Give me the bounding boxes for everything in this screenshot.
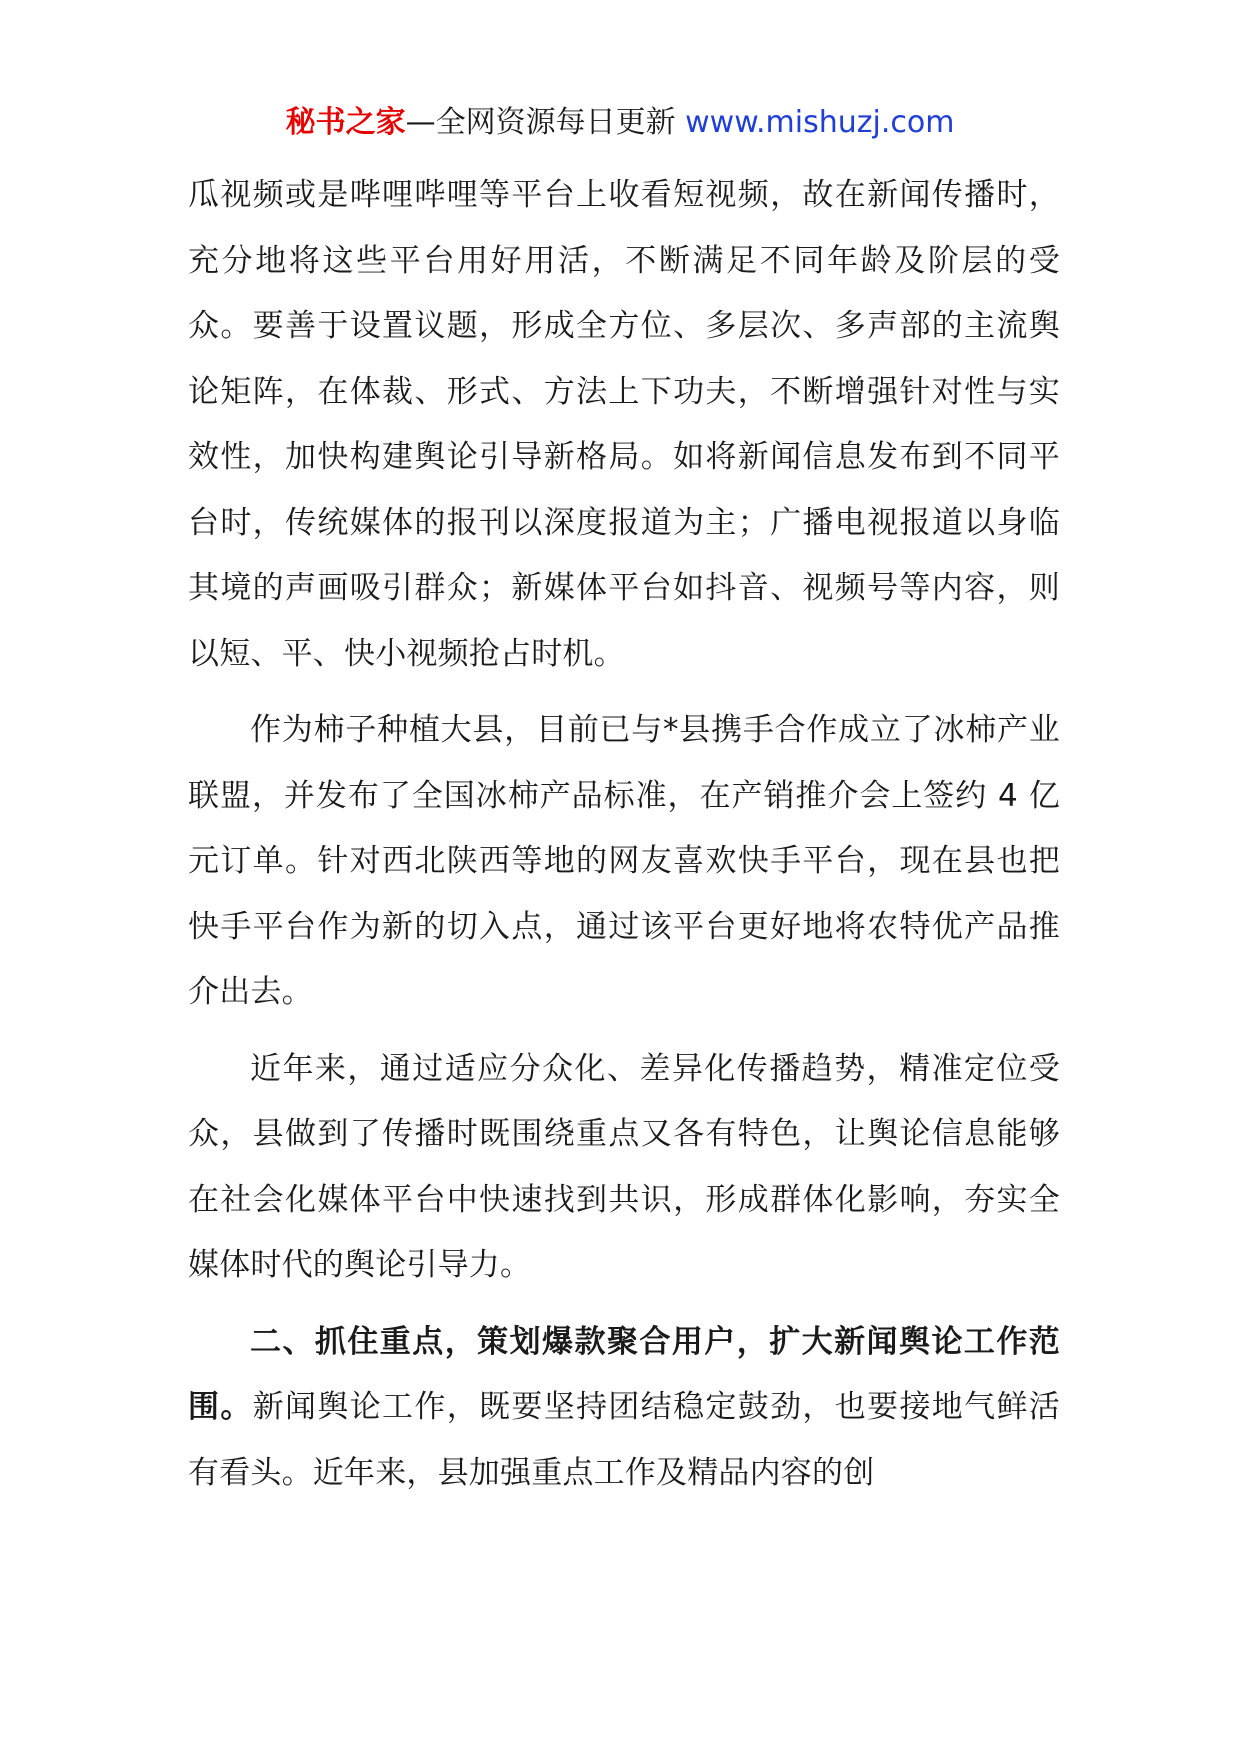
paragraph-persimmon-alliance: 作为柿子种植大县，目前已与*县携手合作成立了冰柿产业联盟，并发布了全国冰柿产品标准，在产销推介会上签约 4 亿元订单。针对西北陕西等地的网友喜欢快手平台，现在县也把快手平台作为新的切入点，通过该平台更好地将农特优产品推介出去。 xyxy=(188,712,1060,1010)
page-header xyxy=(0,103,1240,143)
header-tagline: —全网资源每日更新 xyxy=(405,105,686,140)
header-url-link[interactable]: www.mishuzj.com xyxy=(685,105,955,140)
section-body-text: 新闻舆论工作，既要坚持团结稳定鼓劲，也要接地气鲜活有看头。近年来，县加强重点工作及精品内容的创 xyxy=(188,1389,1061,1491)
header-brand: 秘书之家 xyxy=(285,105,406,140)
document-body xyxy=(188,163,1060,1506)
section-heading: 二、抓住重点，策划爆款聚合用户，扩大新闻舆论工作范围。 xyxy=(188,1323,1060,1425)
paragraph-continuation: 瓜视频或是哔哩哔哩等平台上收看短视频，故在新闻传播时，充分地将这些平台用好用活，不断满足不同年龄及阶层的受众。要善于设置议题，形成全方位、多层次、多声部的主流舆论矩阵，在体裁、形式、方法上下功夫，不断增强针对性与实效性，加快构建舆论引导新格局。如将新闻信息发布到不同平台时，传统媒体的报刊以深度报道为主；广播电视报道以身临其境的声画吸引群众；新媒体平台如抖音、视频号等内容，则以短、平、快小视频抢占时机。 xyxy=(188,177,1060,672)
paragraph-audience-targeting: 近年来，通过适应分众化、差异化传播趋势，精准定位受众，县做到了传播时既围绕重点又各有特色，让舆论信息能够在社会化媒体平台中快速找到共识，形成群体化影响，夯实全媒体时代的舆论引导力。 xyxy=(188,1050,1060,1283)
paragraph-section-two xyxy=(188,1310,1060,1507)
